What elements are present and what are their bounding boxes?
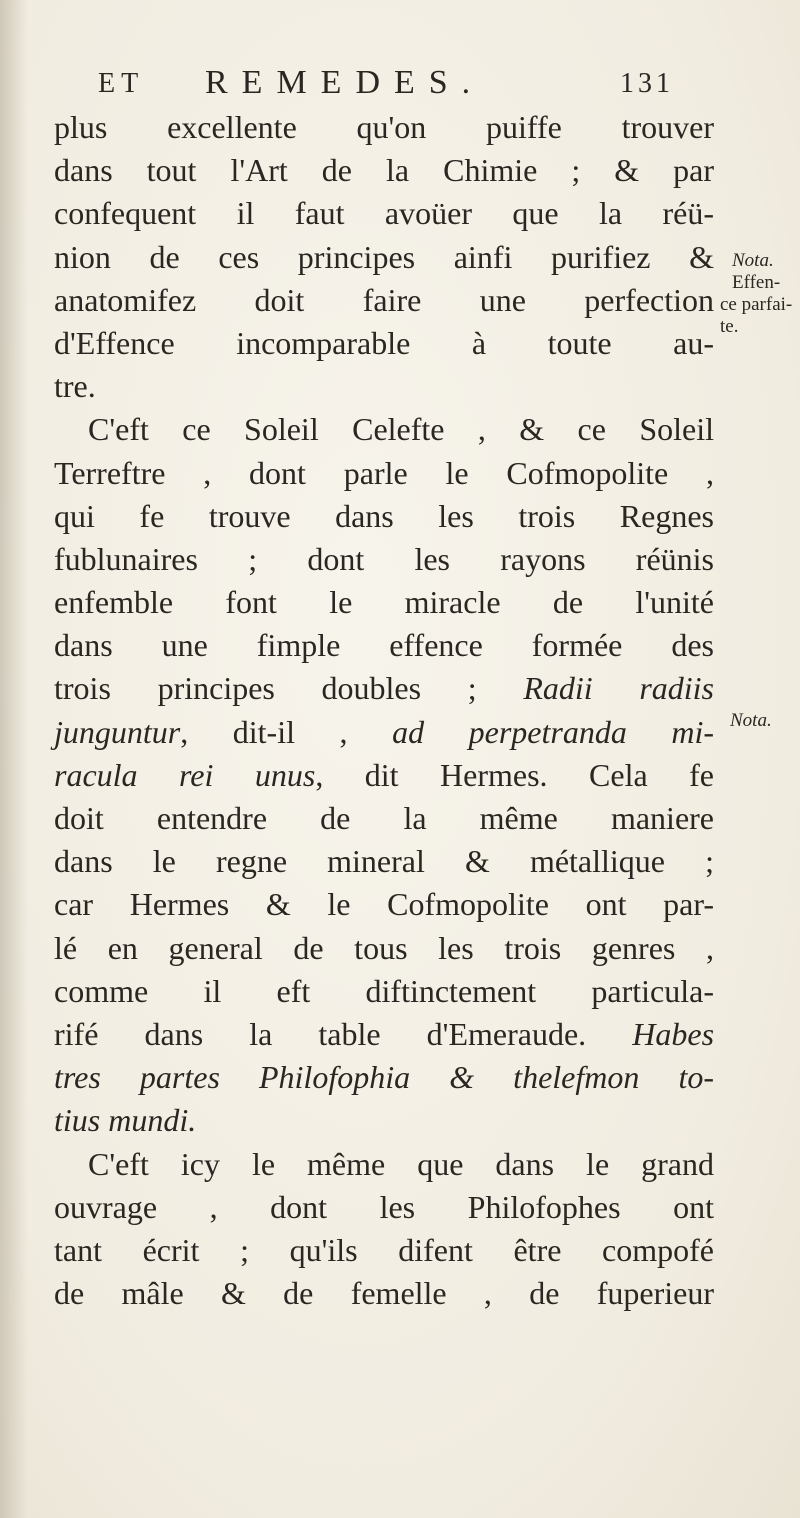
latin-quote-line: tres partes Philofophia & thelefmon to-: [54, 1059, 714, 1096]
body-text: [54, 106, 714, 1315]
text-line-mixed: [54, 754, 714, 797]
text-line: de mâle & de femelle , de fuperieur: [54, 1275, 714, 1312]
paragraph-start-line: C'eft ce Soleil Celefte , & ce Soleil: [88, 411, 714, 448]
text-line-mixed: [54, 711, 714, 754]
text-line: fublunaires ; dont les rayons réünis: [54, 540, 714, 577]
text-line: enfemble font le miracle de l'unité: [54, 584, 714, 621]
margin-note-nota: Nota.: [730, 710, 772, 731]
running-head-left: ET: [98, 68, 145, 99]
text-segment: trois principes doubles ;: [54, 670, 477, 707]
running-head-title: REMEDES.: [205, 64, 485, 101]
text-line: tant écrit ; qu'ils difent être compofé: [54, 1231, 714, 1268]
text-line: car Hermes & le Cofmopolite ont par-: [54, 886, 714, 923]
latin-quote-line: tius mundi.: [54, 1102, 197, 1139]
text-line: dans tout l'Art de la Chimie ; & par: [54, 152, 714, 189]
latin-quote: ad perpetranda mi-: [392, 713, 715, 750]
text-segment: , dit-il ,: [180, 713, 348, 750]
text-line: confequent il faut avoüer que la réü-: [54, 195, 714, 232]
latin-quote: Radii radiis: [523, 670, 714, 707]
text-line: nion de ces principes ainfi purifiez &: [54, 238, 714, 275]
text-line: tre.: [54, 368, 96, 405]
text-line: ouvrage , dont les Philofophes ont: [54, 1188, 714, 1225]
text-line: lé en general de tous les trois genres ,: [54, 929, 714, 966]
margin-note-line: te.: [720, 316, 739, 337]
margin-note-line: ce parfai-: [720, 294, 793, 315]
text-line: plus excellente qu'on puiffe trouver: [54, 109, 714, 145]
latin-quote: Habes: [632, 1015, 715, 1052]
gutter-shadow: [0, 0, 28, 1518]
text-line: comme il eft diftinctement particula-: [54, 972, 714, 1009]
text-line: dans une fimple effence formée des: [54, 627, 714, 664]
paragraph-start-line: C'eft icy le même que dans le grand: [88, 1145, 714, 1182]
text-line-mixed: [54, 667, 714, 710]
text-segment: rifé dans la table d'Emeraude.: [54, 1015, 587, 1052]
text-line: Terreftre , dont parle le Cofmopolite ,: [54, 454, 714, 491]
text-segment: , dit Hermes. Cela fe: [315, 756, 715, 793]
margin-notes: [720, 0, 800, 1518]
margin-note-line: Effen-: [732, 272, 781, 293]
margin-note-nota: Nota.: [732, 250, 774, 271]
text-line: qui fe trouve dans les trois Regnes: [54, 497, 714, 534]
text-line: dans le regne mineral & métallique ;: [54, 843, 714, 880]
text-line-mixed: [54, 1013, 714, 1056]
text-line: anatomifez doit faire une perfection: [54, 281, 714, 318]
running-head: [90, 64, 690, 108]
page-number: 131: [620, 68, 674, 99]
text-line: doit entendre de la même maniere: [54, 800, 714, 836]
text-line: d'Effence incomparable à toute au-: [54, 324, 714, 361]
latin-quote: junguntur: [54, 713, 181, 750]
latin-quote: racula rei unus: [54, 756, 316, 793]
